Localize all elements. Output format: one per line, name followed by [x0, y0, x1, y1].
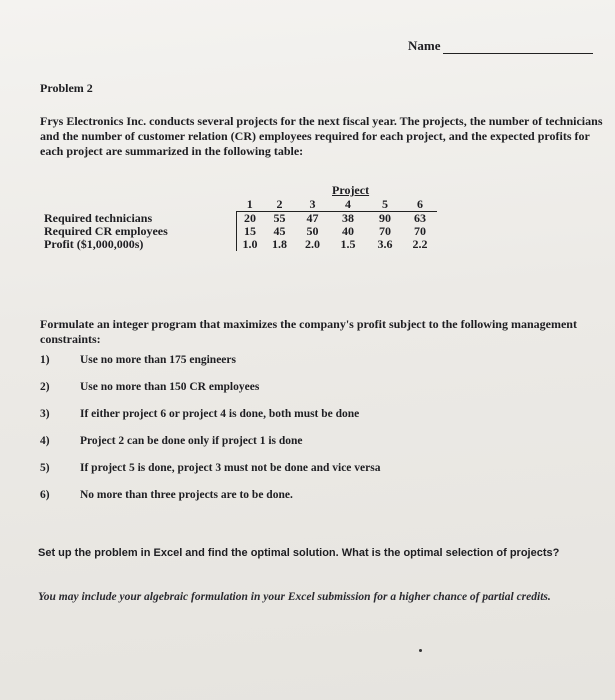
constraint-number: 1) — [40, 354, 50, 366]
constraint-list — [40, 354, 600, 516]
table-cell: 2.0 — [305, 237, 320, 251]
table-row — [44, 238, 437, 251]
table-cell: 2.2 — [412, 237, 428, 251]
table-cell: 20 — [237, 212, 264, 226]
constraint-number: 5) — [40, 462, 50, 474]
excel-instructions: Set up the problem in Excel and find the optimal solution. What is the optimal selection of projects? — [38, 547, 560, 559]
constraint-text: Use no more than 175 engineers — [80, 354, 236, 366]
table-cell: 50 — [306, 224, 319, 238]
table-header-row — [44, 198, 437, 212]
formulate-instructions: Formulate an integer program that maximizes the company's profit subject to the following management constraints: — [40, 317, 577, 346]
project-table — [44, 198, 437, 251]
table-cell: 70 — [414, 224, 426, 238]
list-item — [40, 462, 600, 489]
table-cell: 1.0 — [237, 238, 264, 251]
list-item — [40, 489, 600, 516]
table-row — [44, 212, 437, 226]
problem-intro: Frys Electronics Inc. conducts several projects for the next fiscal year. The projects, the number of technicians and the number of customer relation (CR) employees required for each project, and the expected profits for each project are summarized in the following table: — [40, 114, 603, 158]
constraint-text: Use no more than 150 CR employees — [80, 381, 260, 393]
constraint-number: 2) — [40, 381, 50, 393]
constraint-text: No more than three projects are to be done. — [80, 489, 293, 501]
table-cell: 70 — [379, 224, 391, 238]
table-cell: 40 — [342, 224, 354, 238]
constraint-text: If either project 6 or project 4 is done, both must be done — [80, 408, 360, 420]
ink-dot — [419, 649, 422, 652]
partial-credit-note: You may include your algebraic formulation in your Excel submission for a higher chance of partial credits. — [38, 591, 551, 603]
table-cell: 47 — [306, 211, 319, 225]
list-item — [40, 354, 600, 381]
row-label: Profit ($1,000,000s) — [44, 237, 144, 251]
table-cell: 1.8 — [272, 237, 287, 251]
constraint-number: 3) — [40, 408, 50, 420]
table-cell: 3.6 — [377, 237, 393, 251]
table-cell: 90 — [379, 211, 391, 225]
constraint-number: 6) — [40, 489, 50, 501]
column-header: 1 — [237, 198, 264, 212]
table-cell: 63 — [414, 211, 426, 225]
name-label: Name — [408, 38, 441, 53]
list-item — [40, 381, 600, 408]
column-header: 4 — [329, 198, 367, 212]
table-cell: 38 — [342, 211, 354, 225]
row-label: Required CR employees — [44, 224, 168, 238]
table-cell: 55 — [273, 211, 286, 225]
table-cell: 15 — [237, 225, 264, 238]
column-header: 2 — [263, 198, 296, 212]
table-cell: 1.5 — [340, 237, 356, 251]
row-label: Required technicians — [44, 210, 153, 225]
table-group-header: Project — [332, 183, 370, 197]
list-item — [40, 435, 600, 462]
column-header: 6 — [403, 198, 437, 212]
list-item — [40, 408, 600, 435]
constraint-text: If project 5 is done, project 3 must not be done and vice versa — [80, 462, 381, 474]
column-header: 3 — [296, 198, 329, 212]
table-cell: 45 — [273, 224, 286, 238]
constraint-number: 4) — [40, 435, 50, 447]
constraint-text: Project 2 can be done only if project 1 is done — [80, 435, 303, 447]
name-field — [408, 38, 593, 54]
column-header: 5 — [367, 198, 403, 212]
name-blank-line — [443, 40, 593, 54]
problem-title: Problem 2 — [40, 81, 93, 95]
